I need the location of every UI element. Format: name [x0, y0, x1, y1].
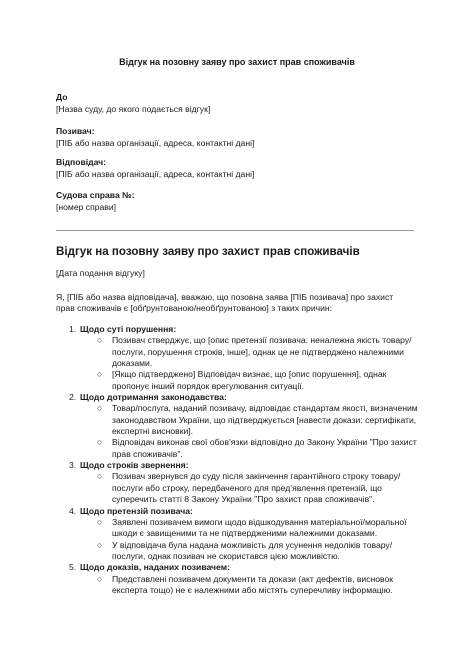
bullet-icon: ○	[97, 516, 103, 527]
bullet-icon: ○	[97, 539, 103, 550]
list-item	[56, 506, 418, 563]
bullet-icon: ○	[97, 471, 103, 482]
section-title: Відгук на позовну заяву про захист прав споживачів	[56, 245, 360, 258]
defendant-value: [ПІБ або назва організації, адреса, контактні дані]	[56, 169, 255, 180]
sub-item	[56, 437, 418, 460]
sub-item	[56, 540, 418, 563]
court-label: До	[56, 92, 68, 102]
case-number-field	[56, 190, 135, 214]
list-item	[56, 460, 418, 505]
sub-item	[56, 517, 418, 540]
sub-item-text: Позивач звернувся до суду після закінчення гарантійного строку товару/послуги або строку, передбаченого для пред’явлення претензій, що суперечить статті 8 Закону України "Про захист прав споживачів".	[112, 471, 401, 505]
document-title: Відгук на позовну заяву про захист прав споживачів	[119, 57, 355, 67]
item-number: 1.	[69, 324, 77, 334]
list-item	[56, 324, 418, 392]
list-item	[56, 392, 418, 460]
sub-item-text: Заявлені позивачем вимоги щодо відшкодування матеріальної/моральної шкоди є завищеними та не підтвердженими належними доказами.	[112, 516, 407, 539]
bullet-icon: ○	[97, 403, 103, 414]
plaintiff-field	[56, 126, 254, 150]
case-number-label: Судова справа №:	[56, 190, 135, 200]
bullet-icon: ○	[97, 573, 103, 584]
defendant-field	[56, 157, 254, 181]
court-value: [Назва суду, до якого подається відгук]	[56, 104, 211, 115]
item-number: 2.	[69, 392, 77, 403]
bullet-icon: ○	[97, 335, 103, 346]
item-number: 4.	[69, 505, 77, 516]
plaintiff-label: Позивач:	[56, 126, 95, 136]
reasons-list	[56, 324, 418, 596]
item-heading: Щодо дотримання законодавства:	[80, 392, 227, 403]
intro-paragraph: Я, [ПІБ або назва відповідача], вважаю, що позовна заява [ПІБ позивача] про захист прав споживачів є [обґрунтованою/необґрунтованою] з таких причин:	[56, 292, 394, 314]
sub-item-text: [Якщо підтверджено] Відповідач визнає, що [опис порушення], однак пропонує інший порядок врегулювання ситуації.	[112, 369, 387, 391]
court-field	[56, 92, 210, 116]
item-number: 3.	[69, 460, 77, 471]
sub-item-text: У відповідача була надана можливість для усунення недоліків товару/послуги, однак позивач не скористався цією можливістю.	[112, 539, 393, 561]
sub-item-text: Представлені позивачем документи та докази (акт дефектів, висновок експерта тощо) не є належними або містять суперечливу інформацію.	[112, 573, 394, 595]
bullet-icon: ○	[97, 437, 103, 448]
item-heading: Щодо суті порушення:	[80, 324, 177, 334]
sub-item	[56, 335, 418, 369]
sub-item	[56, 574, 418, 597]
sub-item-text: Відповідач виконав свої обов’язки відповідно до Закону України "Про захист прав споживачів".	[112, 437, 417, 459]
sub-item-text: Товар/послуга, наданий позивачу, відповідає стандартам якості, визначеним законодавством України, що підтверджується [навести докази: сертифікати, експертні висновки].	[112, 403, 418, 437]
item-number: 5.	[69, 562, 77, 573]
plaintiff-value: [ПІБ або назва організації, адреса, контактні дані]	[56, 138, 255, 149]
item-heading: Щодо строків звернення:	[80, 460, 189, 471]
item-heading: Щодо претензій позивача:	[80, 505, 193, 516]
case-number-value: [номер справи]	[56, 202, 117, 213]
submission-date: [Дата подання відгуку]	[56, 268, 145, 278]
sub-item	[56, 369, 418, 392]
list-item	[56, 562, 418, 596]
sub-item	[56, 471, 418, 505]
sub-item-text: Позивач стверджує, що [опис претензії позивача: неналежна якість товару/послуги, порушення строків, інше], однак це не підтверджено належними доказами.	[112, 335, 412, 369]
item-heading: Щодо доказів, наданих позивачем:	[80, 562, 230, 573]
section-divider	[56, 230, 414, 231]
bullet-icon: ○	[97, 369, 103, 380]
sub-item	[56, 403, 418, 437]
defendant-label: Відповідач:	[56, 157, 107, 167]
